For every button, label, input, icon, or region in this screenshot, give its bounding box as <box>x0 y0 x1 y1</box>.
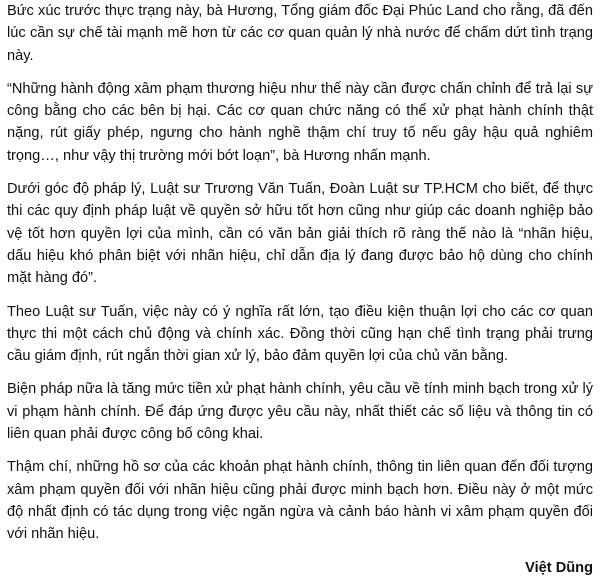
paragraph-3: Dưới góc độ pháp lý, Luật sư Trương Văn Tuấn, Đoàn Luật sư TP.HCM cho biết, để thực thi các quy định pháp luật về quyền sở hữu tốt hơn cũng như giúp các doanh nghiệp bảo vệ tốt hơn quyền lợi của mình, cần có văn bản giải thích rõ ràng thế nào là “nhãn hiệu, dấu hiệu khó phân biệt với nhãn hiệu, chỉ dẫn địa lý đang được bảo hộ dùng cho chính mặt hàng đó”. <box>7 181 593 287</box>
paragraph-4: Theo Luật sư Tuấn, việc này có ý nghĩa rất lớn, tạo điều kiện thuận lợi cho các cơ quan thực thi một cách chủ động và chính xác. Đồng thời cũng hạn chế tình trạng phải trưng cầu giám định, rút ngắn thời gian xử lý, bảo đảm quyền lợi của chủ văn bằng. <box>7 303 593 365</box>
paragraph-1: Bức xúc trước thực trạng này, bà Hương, Tổng giám đốc Đại Phúc Land cho rằng, đã đến lúc cần sự chế tài mạnh mẽ hơn từ các cơ quan quản lý nhà nước để chấm dứt tình trạng này. <box>7 3 593 64</box>
paragraph-6: Thậm chí, những hồ sơ của các khoản phạt hành chính, thông tin liên quan đến đối tượng xâm phạm quyền đối với nhãn hiệu cũng phải được minh bạch hơn. Điều này ở một mức độ nhất định có tác dụng trong việc ngăn ngừa và cảnh báo hành vi xâm phạm quyền đối với nhãn hiệu. <box>7 459 593 543</box>
article-body <box>7 0 593 579</box>
author-byline: Việt Dũng <box>525 559 593 576</box>
paragraph-5: Biện pháp nữa là tăng mức tiền xử phạt hành chính, yêu cầu về tính minh bạch trong xử lý vi phạm hành chính. Để đáp ứng được yêu cầu này, nhất thiết các số liệu và thông tin có liên quan phải được công bố công khai. <box>7 381 593 443</box>
paragraph-2: “Những hành động xâm phạm thương hiệu như thế này cần được chấn chỉnh để trả lại sự công bằng cho các bên bị hại. Các cơ quan chức năng có thể xử phạt hành chính thật nặng, rút giấy phép, ngưng cho hành nghề thậm chí truy tố nếu gây hậu quả nghiêm trọng…, như vậy thị trường mới bớt loạn”, bà Hương nhấn mạnh. <box>7 80 593 164</box>
